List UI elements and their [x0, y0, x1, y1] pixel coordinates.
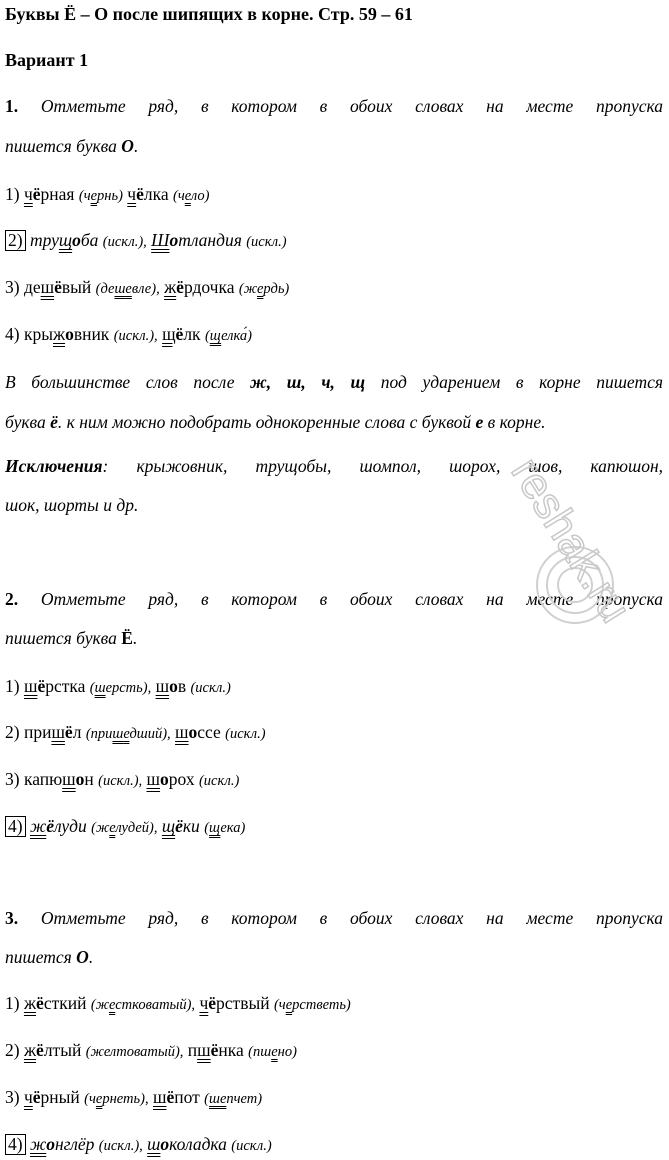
text-fragment: ш [62, 769, 76, 789]
text-fragment: пишется буква [5, 136, 122, 156]
text-fragment: ч [127, 184, 137, 204]
text-fragment [162, 816, 200, 836]
watermark-text: reshak.ru [501, 449, 641, 631]
text-fragment: ш [147, 1134, 161, 1154]
text-fragment: (ч [84, 1091, 96, 1107]
q1-prompt-line1 [5, 96, 663, 117]
text-fragment: ека) [220, 820, 246, 836]
text-fragment: луди [54, 816, 87, 836]
text-fragment: о [160, 769, 169, 789]
text-fragment: ч [23, 1087, 33, 1107]
text-fragment: кры [23, 324, 53, 344]
variant-heading: Вариант 1 [5, 50, 89, 70]
text-fragment: ш [155, 676, 170, 696]
q1-option-4 [5, 324, 252, 345]
text-fragment: пот [174, 1087, 200, 1107]
text-fragment: рох [168, 769, 195, 789]
text-fragment: л [72, 722, 82, 742]
text-fragment: рный [40, 1087, 80, 1107]
text-fragment: нглёр [54, 1134, 95, 1154]
text-fragment: о [46, 1134, 55, 1154]
q1-option-3 [5, 277, 289, 298]
text-fragment: ( [204, 820, 210, 836]
text-fragment: е [95, 1091, 103, 1107]
q3-option-4-correct [5, 1134, 272, 1155]
text-fragment: ш [208, 1091, 220, 1107]
text-fragment [91, 820, 157, 836]
text-fragment: рстка [45, 676, 86, 696]
text-fragment: ё [175, 324, 184, 344]
text-fragment: щ [162, 324, 176, 344]
text-fragment: (при [85, 726, 113, 742]
text-fragment: (ж [238, 281, 257, 297]
text-fragment: лк [183, 324, 201, 344]
text-fragment: о [65, 324, 74, 344]
q2-option-4-correct [5, 816, 245, 837]
text-fragment: де [23, 277, 41, 297]
text-fragment: рнеть), [102, 1091, 149, 1107]
text-fragment: е [219, 1091, 227, 1107]
page-title: Буквы Ё – О после шипящих в корне. Стр. 59 – 61 [5, 4, 413, 24]
text-fragment: : крыжовник, трущобы, шомпол, шорох, шов, капюшон, [102, 456, 663, 476]
q2-prompt-line1 [5, 589, 663, 610]
text-fragment: е [184, 188, 191, 204]
text-fragment: ш [152, 1087, 167, 1107]
text-fragment: капю [23, 769, 63, 789]
text-fragment: ( [89, 680, 95, 696]
q2-option-3 [5, 769, 239, 790]
text-fragment: е [108, 997, 116, 1013]
text-fragment: . [133, 136, 139, 156]
text-fragment: рнь) [97, 188, 123, 204]
text-fragment: ё [36, 993, 44, 1013]
text-fragment: коладка [169, 1134, 227, 1154]
text-fragment: (искл.) [225, 726, 266, 742]
text-fragment: ё [36, 1040, 44, 1060]
text-fragment: ш [94, 680, 106, 696]
text-fragment [151, 230, 242, 250]
q3-option-3 [5, 1087, 262, 1108]
text-fragment: буква [5, 412, 51, 432]
text-fragment: ш [146, 769, 161, 789]
answer-box: 2) [5, 230, 26, 251]
text-fragment [274, 997, 351, 1013]
text-fragment [90, 680, 151, 696]
text-fragment: (искл.), [98, 773, 143, 789]
q2-option-1 [5, 676, 231, 697]
q3-option-1 [5, 993, 351, 1014]
text-fragment: вле), [131, 281, 160, 297]
text-fragment: ё [208, 993, 217, 1013]
text-fragment: . к ним можно подобрать однокоренные слова с буквой [57, 412, 476, 432]
text-fragment: при [23, 722, 52, 742]
text-fragment: (пш [248, 1044, 272, 1060]
text-fragment [91, 997, 195, 1013]
text-fragment: (де [95, 281, 115, 297]
text-fragment: е [285, 997, 293, 1013]
text-fragment: ж [23, 993, 37, 1013]
text-fragment: ш [23, 676, 38, 696]
text-fragment: о [75, 769, 85, 789]
text-fragment [30, 1134, 94, 1154]
text-fragment: ж [52, 324, 66, 344]
text-fragment [79, 188, 123, 204]
text-fragment [204, 1091, 262, 1107]
text-fragment: (искл.), [98, 1138, 143, 1154]
q2-prompt-line2 [5, 628, 137, 649]
text-fragment: в [177, 676, 187, 696]
text-fragment: о [188, 722, 198, 742]
text-fragment: пишется буква [5, 628, 122, 648]
text-fragment: Ё [121, 628, 133, 648]
text-fragment: о [169, 230, 179, 250]
text-fragment: ба [80, 230, 99, 250]
text-fragment [86, 726, 171, 742]
text-fragment: о [160, 1134, 170, 1154]
reshak-watermark-logo [480, 410, 669, 670]
text-fragment: елка́) [221, 328, 253, 344]
text-fragment: ё [32, 1087, 41, 1107]
text-fragment: (ч [273, 997, 286, 1013]
text-fragment [239, 281, 289, 297]
text-fragment: сткий [43, 993, 87, 1013]
text-fragment [147, 1134, 227, 1154]
q3-prompt-line1 [5, 908, 663, 929]
q1-option-2-correct [5, 230, 287, 251]
text-fragment: Исключения [5, 456, 103, 476]
text-fragment: рстветь) [292, 997, 351, 1013]
text-fragment: н [84, 769, 94, 789]
text-fragment: о [72, 230, 81, 250]
text-fragment: дший), [129, 726, 171, 742]
text-fragment: е [123, 726, 130, 742]
text-fragment: Ш [151, 230, 170, 250]
text-fragment: 3) [5, 769, 20, 789]
text-fragment: ш [40, 277, 55, 297]
text-fragment: 1. [5, 96, 19, 116]
text-fragment: О [76, 947, 89, 967]
text-fragment: в корне. [483, 412, 546, 432]
text-fragment: Отметьте ряд, в котором в обоих словах на месте пропуска [40, 96, 663, 116]
text-fragment: ё [210, 1040, 219, 1060]
text-fragment: ло) [190, 188, 210, 204]
text-fragment: ё [175, 816, 183, 836]
q3-option-2 [5, 1040, 297, 1061]
text-fragment: 3) [5, 277, 20, 297]
text-fragment: (искл.) [246, 234, 287, 250]
text-fragment [30, 230, 98, 250]
text-fragment: лудей), [115, 820, 158, 836]
text-fragment [248, 1044, 297, 1060]
text-fragment: п [187, 1040, 198, 1060]
text-fragment [204, 820, 245, 836]
text-fragment: стковатый), [115, 997, 196, 1013]
text-fragment: (искл.) [190, 680, 231, 696]
text-fragment: ш [175, 722, 189, 742]
answer-box: 4) [5, 1134, 26, 1155]
text-fragment: (искл.), [102, 234, 147, 250]
text-fragment: пишется [5, 947, 77, 967]
text-fragment [30, 816, 87, 836]
text-fragment: ё [50, 412, 58, 432]
text-fragment: ё [176, 277, 184, 297]
text-fragment: е [271, 1044, 278, 1060]
q1-option-1 [5, 184, 209, 205]
text-fragment: лка [143, 184, 169, 204]
text-fragment: . [88, 947, 94, 967]
text-fragment [173, 188, 209, 204]
text-fragment: рдь) [263, 281, 290, 297]
answer-box: 4) [5, 816, 26, 837]
text-fragment: щ [209, 820, 221, 836]
text-fragment: ж [23, 1040, 37, 1060]
text-fragment: ч [199, 993, 209, 1013]
text-fragment: ( [204, 328, 210, 344]
text-fragment: щ [58, 230, 73, 250]
text-fragment: е [475, 412, 484, 432]
text-fragment: 4) [5, 324, 20, 344]
text-fragment: рдочка [183, 277, 235, 297]
text-fragment: ки [182, 816, 200, 836]
text-fragment: ш [51, 722, 65, 742]
text-fragment: (желтоватый), [85, 1044, 184, 1060]
text-fragment: вый [61, 277, 92, 297]
text-fragment: Отметьте ряд, в котором в обоих словах на месте пропуска [40, 908, 663, 928]
text-fragment: ё [46, 816, 55, 836]
text-fragment [84, 1091, 148, 1107]
exceptions-line2: шок, шорты и др. [5, 495, 139, 515]
text-fragment: ж [164, 277, 177, 297]
text-fragment: ё [64, 722, 73, 742]
text-fragment: щ [161, 816, 176, 836]
text-fragment [205, 328, 252, 344]
text-fragment: ш [197, 1040, 211, 1060]
text-fragment: (искл.) [231, 1138, 272, 1154]
text-fragment: тру [29, 230, 59, 250]
text-fragment: 3) [5, 1087, 20, 1107]
text-fragment: Отметьте ряд, в котором в обоих словах на месте пропуска [40, 589, 663, 609]
text-fragment: 2) [5, 722, 20, 742]
text-fragment: тландия [178, 230, 242, 250]
text-fragment: ш [114, 281, 126, 297]
text-fragment: лтый [43, 1040, 82, 1060]
text-fragment: щ [209, 328, 222, 344]
q1-prompt-line2 [5, 136, 138, 157]
text-fragment: (искл.) [198, 773, 240, 789]
text-fragment: ё [37, 676, 46, 696]
text-fragment: под ударением в корне пишется [365, 372, 663, 392]
text-fragment: ш [112, 726, 124, 742]
text-fragment: рная [40, 184, 75, 204]
text-fragment [96, 281, 160, 297]
text-fragment: е [256, 281, 264, 297]
text-fragment: ё [54, 277, 62, 297]
exceptions-line1 [5, 456, 663, 477]
text-fragment: (ж [91, 820, 110, 836]
text-fragment: ( [204, 1091, 209, 1107]
text-fragment: (ч [78, 188, 91, 204]
text-fragment: ё [136, 184, 144, 204]
text-fragment: ерсть), [105, 680, 152, 696]
text-fragment: (ч [173, 188, 185, 204]
text-fragment: пчет) [226, 1091, 263, 1107]
q2-option-2 [5, 722, 266, 743]
text-fragment: 2. [5, 589, 19, 609]
text-fragment: . [132, 628, 138, 648]
text-fragment: 1) [5, 676, 20, 696]
text-fragment: о [169, 676, 178, 696]
text-fragment: ж [29, 816, 47, 836]
text-fragment: е [90, 188, 98, 204]
text-fragment: 3. [5, 908, 19, 928]
text-fragment: нка [218, 1040, 244, 1060]
text-fragment: 2) [5, 1040, 20, 1060]
text-fragment: О [121, 136, 134, 156]
text-fragment: вник [73, 324, 110, 344]
text-fragment: ё [166, 1087, 175, 1107]
text-fragment: ё [32, 184, 41, 204]
rule-line1 [5, 372, 663, 393]
text-fragment: 1) [5, 993, 20, 1013]
text-fragment: рствый [216, 993, 270, 1013]
q3-prompt-line2 [5, 947, 93, 968]
text-fragment: е [109, 820, 116, 836]
text-fragment: е [125, 281, 132, 297]
text-fragment: ж [29, 1134, 47, 1154]
text-fragment: (ж [90, 997, 109, 1013]
rule-line2 [5, 412, 546, 433]
text-fragment: ч [23, 184, 33, 204]
text-fragment: (искл.), [113, 328, 158, 344]
text-fragment: но) [277, 1044, 297, 1060]
text-fragment: ссе [197, 722, 221, 742]
text-fragment: 1) [5, 184, 20, 204]
text-fragment: В большинстве слов после [5, 372, 251, 392]
text-fragment: ж, ш, ч, щ [250, 372, 366, 392]
